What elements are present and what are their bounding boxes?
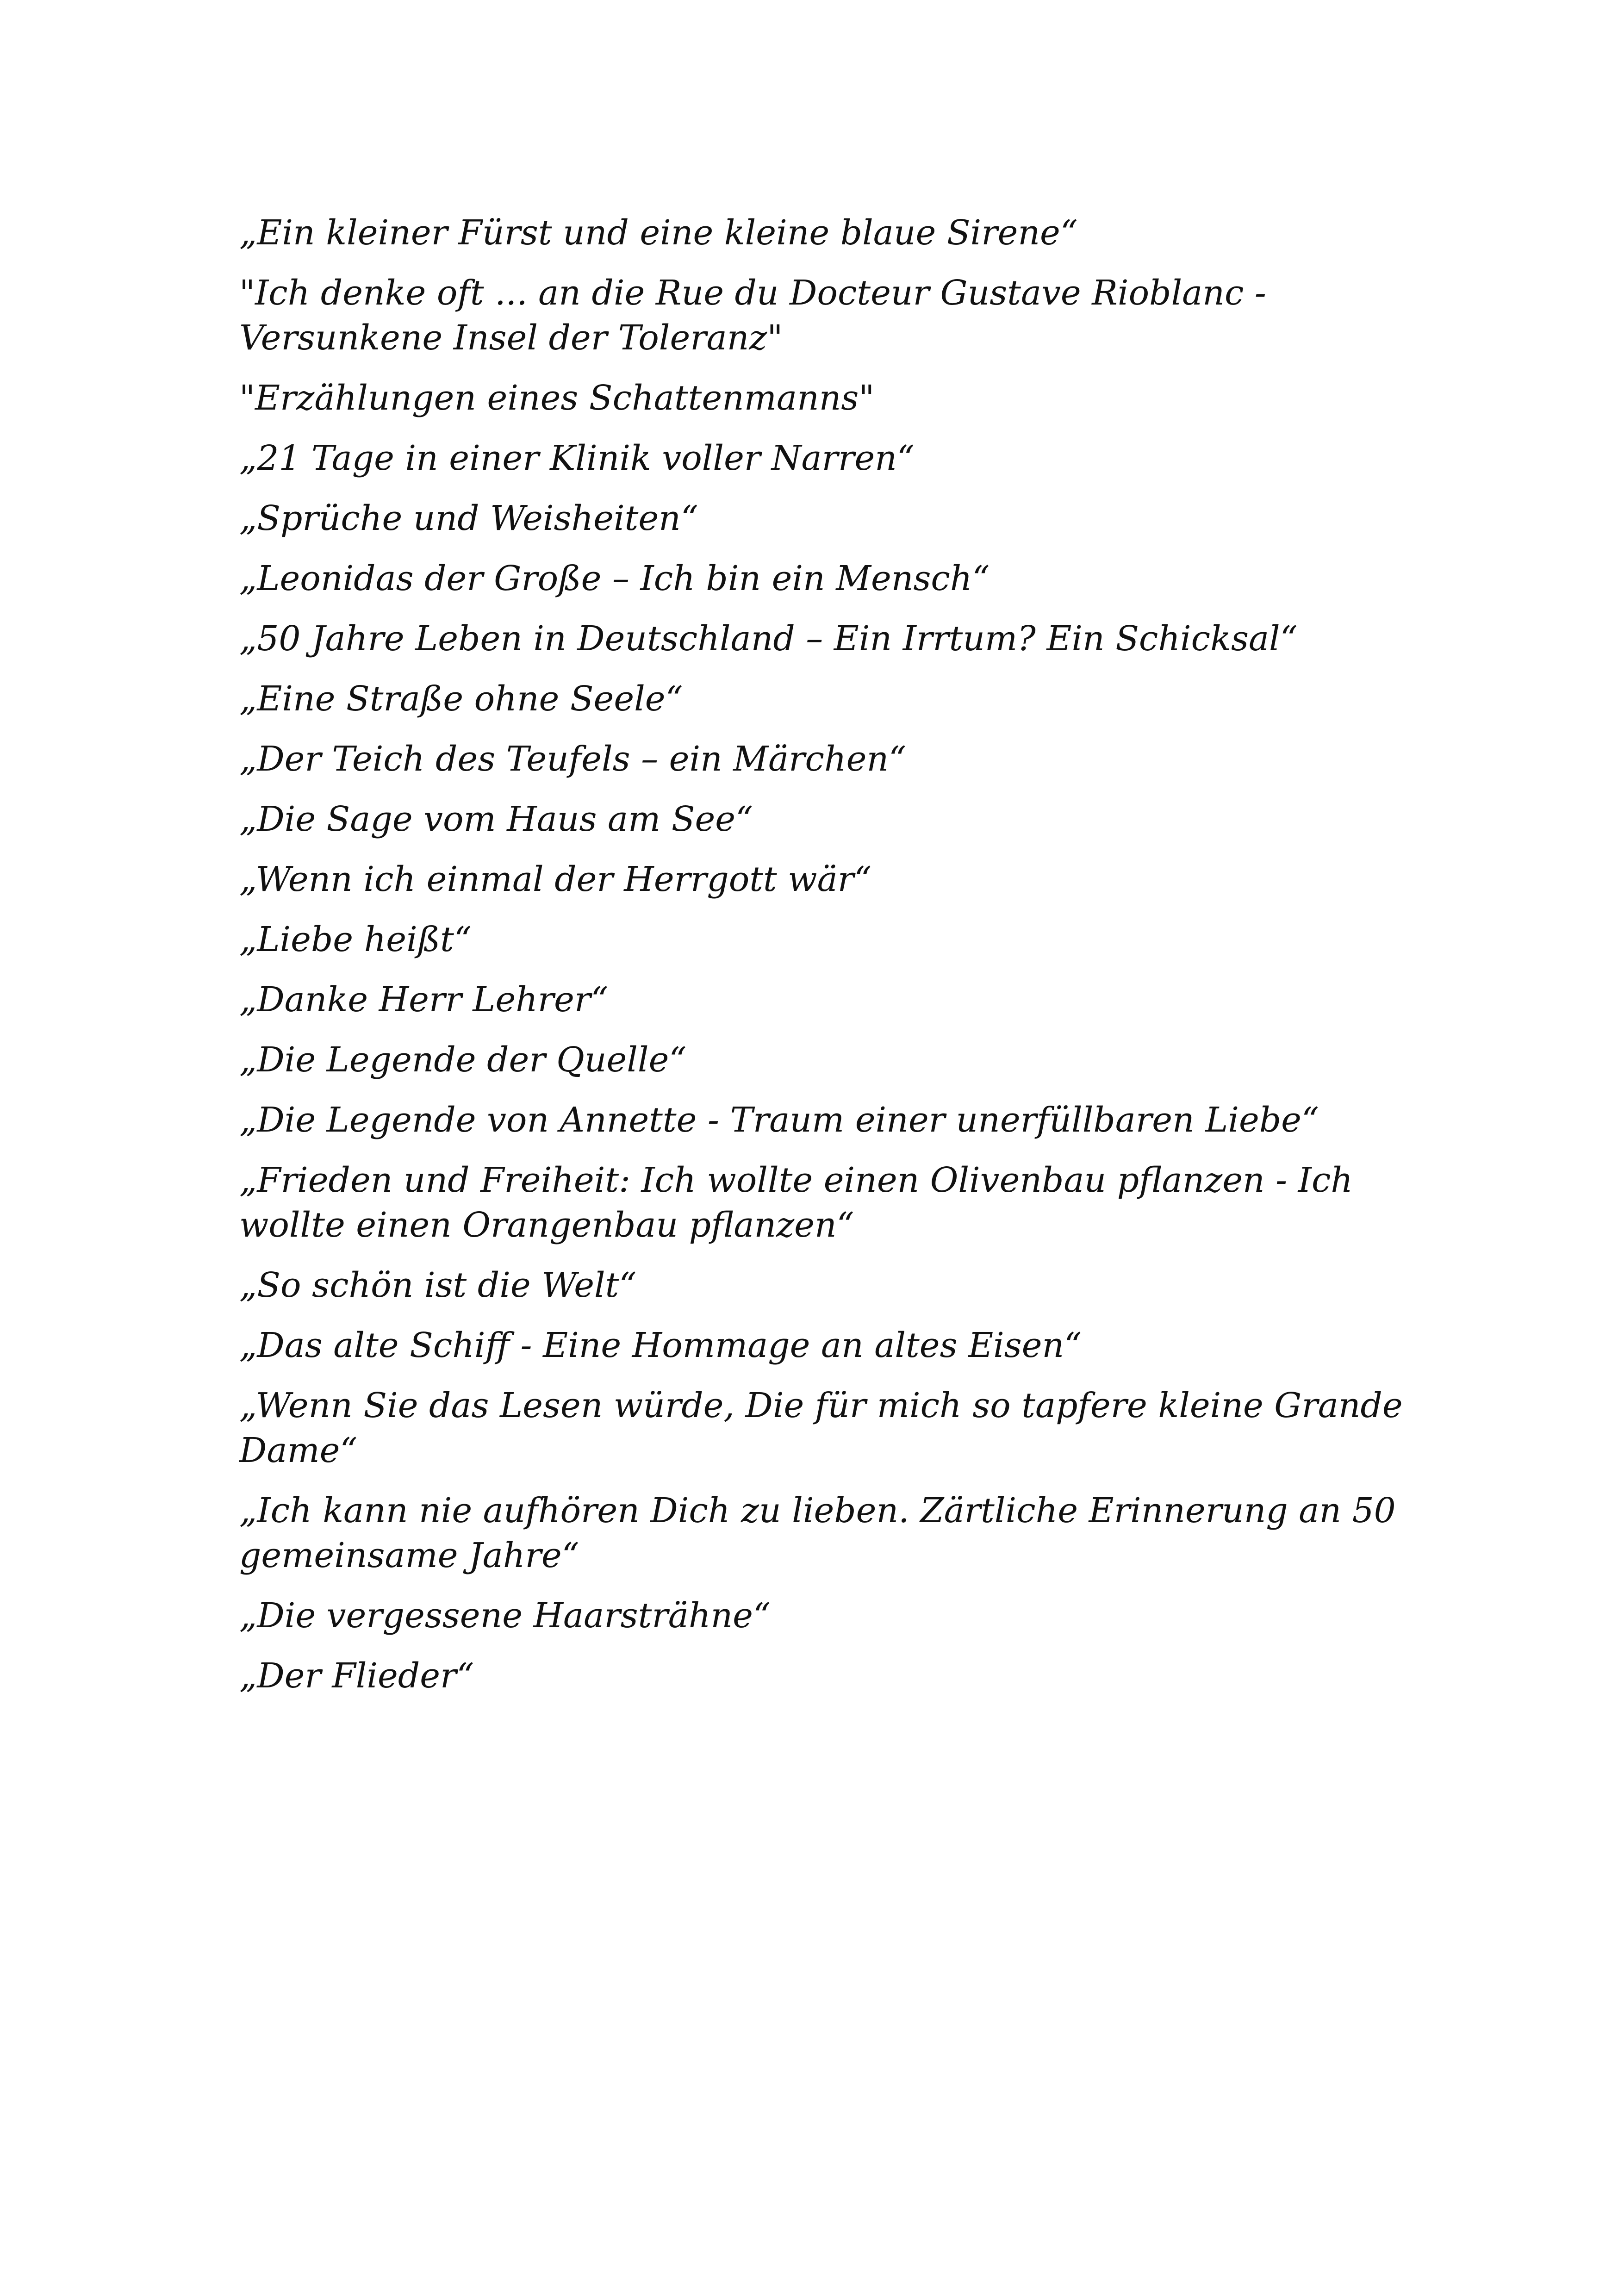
list-item: „Der Flieder“ <box>239 1656 474 1696</box>
list-item: „Wenn ich einmal der Herrgott wär“ <box>239 859 871 899</box>
list-item: „Ein kleiner Fürst und eine kleine blaue Sirene“ <box>239 213 1078 253</box>
list-item: „Danke Herr Lehrer“ <box>239 980 609 1020</box>
list-item: „21 Tage in einer Klinik voller Narren“ <box>239 438 915 478</box>
list-item: „Liebe heißt“ <box>239 920 472 959</box>
list-item: "Ich denke oft ... an die Rue du Docteur Gustave Rioblanc - Versunkene Insel der Toleranz" <box>239 273 1266 358</box>
list-item: „Eine Straße ohne Seele“ <box>239 679 683 719</box>
list-item: „Der Teich des Teufels – ein Märchen“ <box>239 739 906 779</box>
list-item: „Das alte Schiff - Eine Hommage an altes Eisen“ <box>239 1325 1082 1365</box>
list-item: „Frieden und Freiheit: Ich wollte einen Olivenbau pflanzen - Ich wollte einen Orangenbau pflanzen“ <box>239 1160 1353 1245</box>
title-list <box>239 211 1410 1714</box>
list-item: „So schön ist die Welt“ <box>239 1265 637 1305</box>
list-item: „Wenn Sie das Lesen würde, Die für mich so tapfere kleine Grande Dame“ <box>239 1386 1403 1470</box>
list-item: „Die Sage vom Haus am See“ <box>239 799 753 839</box>
list-item: "Erzählungen eines Schattenmanns" <box>239 378 875 418</box>
list-item: „Leonidas der Große – Ich bin ein Mensch“ <box>239 559 990 598</box>
list-item: „Die Legende der Quelle“ <box>239 1040 687 1080</box>
list-item: „Die vergessene Haarsträhne“ <box>239 1596 771 1636</box>
list-item: „Ich kann nie aufhören Dich zu lieben. Zärtliche Erinnerung an 50 gemeinsame Jahre“ <box>239 1491 1396 1575</box>
list-item: „Die Legende von Annette - Traum einer unerfüllbaren Liebe“ <box>239 1100 1319 1140</box>
list-item: „Sprüche und Weisheiten“ <box>239 498 698 538</box>
list-item: „50 Jahre Leben in Deutschland – Ein Irrtum? Ein Schicksal“ <box>239 619 1298 659</box>
